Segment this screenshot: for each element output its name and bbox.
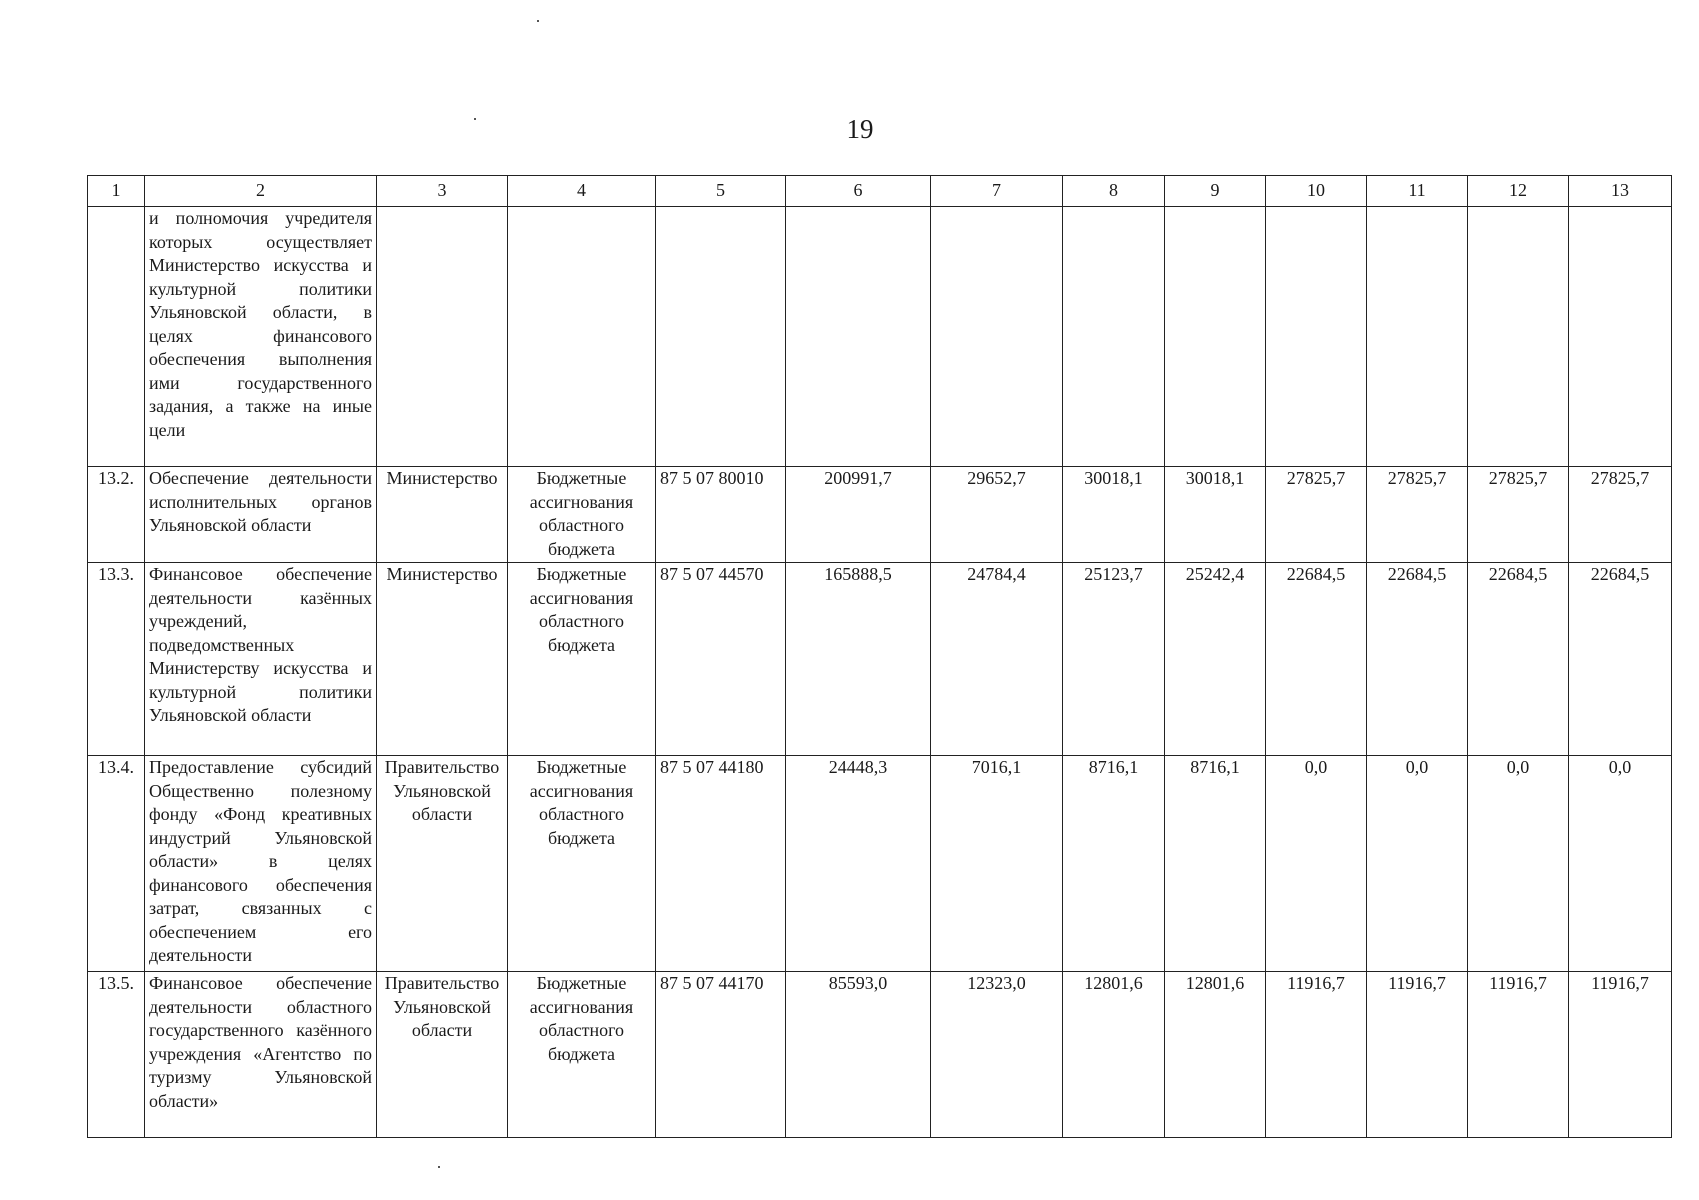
row-value: 24784,4 [931,563,1063,756]
row-code: 87 5 07 80010 [656,467,786,563]
table-row [88,972,1672,1138]
column-header: 5 [656,176,786,207]
column-header: 2 [145,176,377,207]
column-header: 3 [377,176,508,207]
row-value: 12801,6 [1165,972,1266,1138]
table-row [88,467,1672,563]
row-value: 22684,5 [1266,563,1367,756]
row-number: 13.4. [88,756,145,972]
row-value: 165888,5 [786,563,931,756]
row-value: 22684,5 [1468,563,1569,756]
row-value: 22684,5 [1569,563,1672,756]
row-value: 27825,7 [1569,467,1672,563]
row-value: 12323,0 [931,972,1063,1138]
column-header: 9 [1165,176,1266,207]
column-header: 7 [931,176,1063,207]
table-row [88,563,1672,756]
row-source: Бюджетные ассигнования областного бюджета [508,756,656,972]
row-value: 0,0 [1266,756,1367,972]
table-header-row [88,176,1672,207]
column-header: 4 [508,176,656,207]
column-header: 10 [1266,176,1367,207]
row-value: 25123,7 [1063,563,1165,756]
row-source: Бюджетные ассигнования областного бюджета [508,563,656,756]
row-value: 85593,0 [786,972,931,1138]
row-name: Финансовое обеспечение деятельности областного государственного казённого учреждения «Агентство по туризму Ульяновской области» [145,972,377,1138]
row-name: Обеспечение деятельности исполнительных органов Ульяновской области [145,467,377,563]
row-name: Финансовое обеспечение деятельности казённых учреждений, подведомственных Министерству искусства и культурной политики Ульяновской области [145,563,377,756]
row-value: 29652,7 [931,467,1063,563]
row-value: 12801,6 [1063,972,1165,1138]
row-number: 13.2. [88,467,145,563]
continuation-text: и полномочия учредителя которых осуществляет Министерство искусства и культурной политики Ульяновской области, в целях финансового обеспечения выполнения ими государственного задания, а также на иные цели [145,207,377,467]
column-header: 1 [88,176,145,207]
table-row [88,756,1672,972]
column-header: 13 [1569,176,1672,207]
row-number: 13.3. [88,563,145,756]
row-value: 7016,1 [931,756,1063,972]
row-value: 27825,7 [1468,467,1569,563]
column-header: 12 [1468,176,1569,207]
row-value: 0,0 [1367,756,1468,972]
row-value: 25242,4 [1165,563,1266,756]
row-name: Предоставление субсидий Общественно полезному фонду «Фонд креативных индустрий Ульяновской области» в целях финансового обеспечения затрат, связанных с обеспечением его деятельности [145,756,377,972]
row-source: Бюджетные ассигнования областного бюджета [508,467,656,563]
row-executor: Министерство [377,563,508,756]
row-executor: Правительство Ульяновской области [377,972,508,1138]
row-code: 87 5 07 44570 [656,563,786,756]
row-value: 27825,7 [1266,467,1367,563]
row-executor: Министерство [377,467,508,563]
scan-speck [438,1166,440,1168]
row-value: 200991,7 [786,467,931,563]
scan-speck [474,118,476,120]
column-header: 11 [1367,176,1468,207]
table-row-continuation [88,207,1672,467]
row-value: 8716,1 [1165,756,1266,972]
row-value: 22684,5 [1367,563,1468,756]
row-value: 30018,1 [1165,467,1266,563]
row-value: 11916,7 [1468,972,1569,1138]
row-value: 0,0 [1468,756,1569,972]
row-source: Бюджетные ассигнования областного бюджета [508,972,656,1138]
row-value: 24448,3 [786,756,931,972]
row-number: 13.5. [88,972,145,1138]
page-number: 19 [846,114,874,144]
row-value: 0,0 [1569,756,1672,972]
row-value: 30018,1 [1063,467,1165,563]
budget-table [87,175,1672,1138]
row-code: 87 5 07 44180 [656,756,786,972]
row-value: 8716,1 [1063,756,1165,972]
row-value: 27825,7 [1367,467,1468,563]
row-executor: Правительство Ульяновской области [377,756,508,972]
row-code: 87 5 07 44170 [656,972,786,1138]
row-value: 11916,7 [1266,972,1367,1138]
scan-speck [537,20,539,22]
column-header: 6 [786,176,931,207]
row-value: 11916,7 [1569,972,1672,1138]
column-header: 8 [1063,176,1165,207]
row-value: 11916,7 [1367,972,1468,1138]
